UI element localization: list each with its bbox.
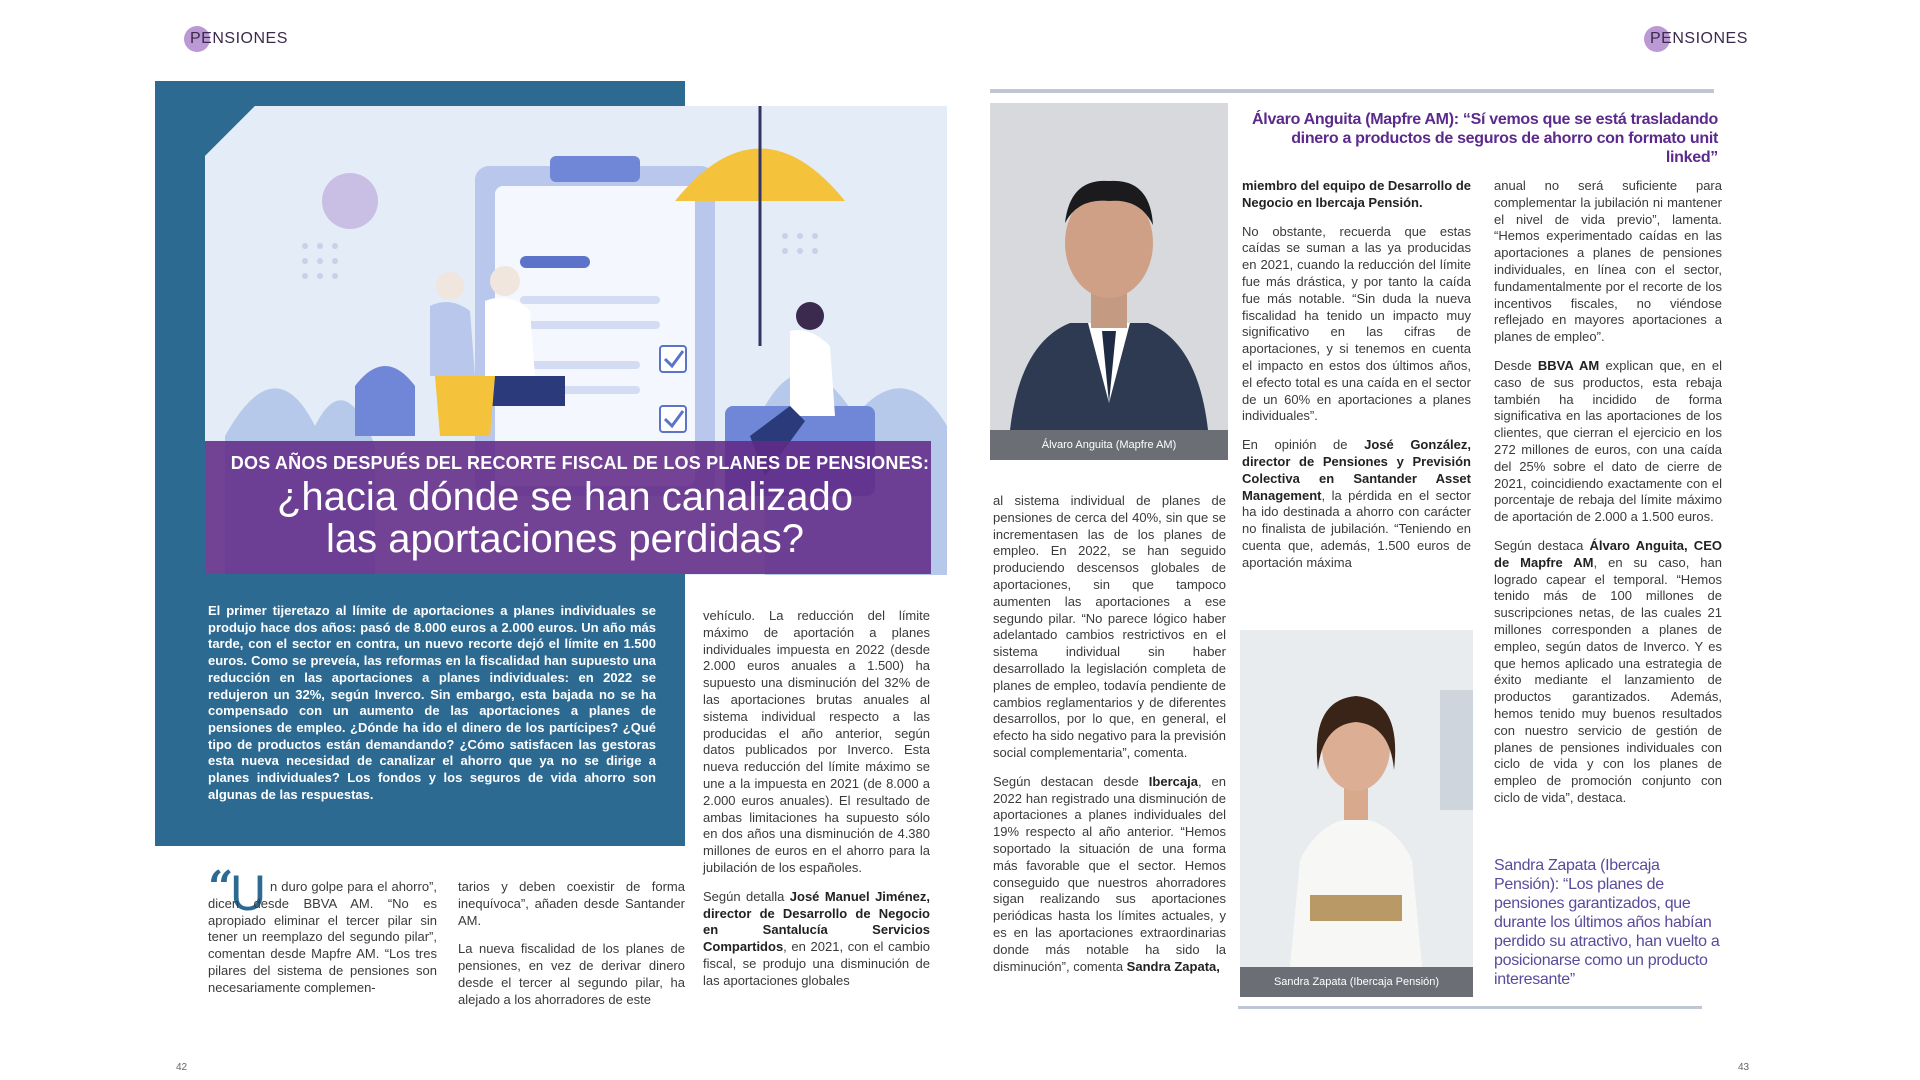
headline-line-2: las aportaciones perdidas? bbox=[325, 517, 805, 561]
column-6-paragraph-1: anual no será suficiente para complementar la jubilación ni mantener el nivel de vida previo”, lamenta. “Hemos experimentado caídas en las aportaciones a planes de pensiones individuales, en línea con el sector, fundamentalmente por el recorte de los incentivos fiscales, no viéndose reflejado en mayores aportaciones a planes de empleo”. bbox=[1494, 178, 1722, 345]
text-run: Según detalla bbox=[703, 888, 790, 904]
headline-line-1: ¿hacia dónde se han canalizado bbox=[277, 475, 853, 519]
text-run: , en su caso, han logrado capear el temporal. “Hemos tenido más de 100 millones de suscripciones netas, de las cuales 21 millones corresponden a planes de empleo, según datos de Inverco. Y es que hemos aplicado una estrategia de éxito mediante el lanzamiento de productos garantizados. Además, hemos tenido muy buenos resultados con nuestro servicio de gestión de planes de pensiones individuales con ciclo de vida y con los planes de empleo de promoción conjunto con ciclo de vida”, destaca. bbox=[1494, 554, 1723, 805]
column-3-paragraph-2 bbox=[703, 889, 930, 990]
text-run: Desde bbox=[1494, 357, 1538, 373]
text-run: En opinión de bbox=[1242, 437, 1365, 453]
photo-caption: Sandra Zapata (Ibercaja Pensión) bbox=[1240, 967, 1473, 997]
column-1 bbox=[208, 879, 437, 1009]
text-run: , en 2021, con el cambio fiscal, se produjo una disminución de las aportaciones globales bbox=[703, 939, 930, 988]
column-3-paragraph-1: vehículo. La reducción del límite máximo de aportación a planes individuales impuesta en 2022 (desde 2.000 euros anuales a 1.500) ha supuesto una disminución del 32% de las aportaciones brutas anuales al sistema individual respecto a las producidas el año anterior, según datos publicados por Inverco. Esta nueva reducción del límite máximo se une a la impuesta en 2021 (de 8.000 a 2.000 euros anuales). El resultado de ambas limitaciones ha supuesto sólo en dos años una disminución de 4.380 millones de euros en el ahorro para la jubilación de los españoles. bbox=[703, 608, 930, 875]
column-2 bbox=[458, 879, 685, 1021]
column-2-paragraph-2: La nueva fiscalidad de los planes de pensiones, en vez de derivar dinero desde el tercer al segundo pilar, ha alejado a los ahorradores de este bbox=[458, 941, 685, 1007]
section-tag-left bbox=[190, 26, 288, 52]
bold-run: José Manuel Jiménez, director de Desarrollo de Negocio en Santalucía Servicios Compartidos bbox=[703, 888, 930, 955]
column-6 bbox=[1494, 178, 1722, 819]
column-4 bbox=[993, 493, 1226, 987]
portrait-art bbox=[990, 103, 1228, 430]
column-6-paragraph-2 bbox=[1494, 358, 1722, 526]
column-4-paragraph-1: al sistema individual de planes de pensiones de cerca del 40%, sin que se incrementasen las de los planes de empleo. En 2022, se han seguido produciendo descensos globales de aportaciones, sin que tampoco aumenten las aportaciones a ese segundo pilar. “No parece lógico haber adelantado cambios restrictivos en el sistema individual sin haber desarrollado la legislación completa de planes de empleo, todavía pendiente de cambios reglamentarios y de diferentes desarrollos, por lo que, en general, el efecto ha sido negativo para la previsión social complementaria”, comenta. bbox=[993, 493, 1226, 760]
pullquote-top: Álvaro Anguita (Mapfre AM): “Sí vemos que se está trasladando dinero a productos de seguros de ahorro con formato unit linked” bbox=[1252, 111, 1718, 166]
column-6-paragraph-3 bbox=[1494, 538, 1722, 807]
column-4-paragraph-2 bbox=[993, 774, 1226, 976]
column-2-paragraph-1: tarios y deben coexistir de forma inequívoca”, añaden desde Santander AM. bbox=[458, 879, 685, 928]
bold-run: Ibercaja bbox=[1148, 773, 1198, 789]
portrait-art bbox=[1240, 630, 1473, 967]
page-number-right: 43 bbox=[1738, 1062, 1750, 1073]
text-run: , en 2022 han registrado una disminución de aportaciones a planes individuales del 19% respecto al año anterior. “Hemos soportado la situación de una forma más favorable que el sector. Hemos conseguido que nuestros ahorradores sigan realizando sus aportaciones periódicas hasta los límites actuales, y es en las aportaciones extraordinarias donde más notable ha sido la disminución”, comenta bbox=[993, 773, 1227, 974]
section-tag-right bbox=[1650, 26, 1748, 52]
bold-run: Sandra Zapata, bbox=[1126, 958, 1220, 974]
drop-cap-quote: “ bbox=[208, 862, 234, 913]
photo-alvaro-anguita bbox=[990, 103, 1228, 460]
column-5-paragraph-3 bbox=[1242, 437, 1471, 571]
text-run: , la pérdida en el sector ha ido destinada a ahorro con carácter no finalista de jubilación. “Teniendo en cuenta que, además, 1.500 euros de aportación máxima bbox=[1242, 487, 1471, 570]
pullquote-side: Sandra Zapata (Ibercaja Pensión): “Los planes de pensiones garantizados, que durante los últimos años habían perdido su atractivo, han vuelto a posicionarse como un producto interesante” bbox=[1494, 857, 1720, 988]
bold-run: Álvaro Anguita, CEO de Mapfre AM bbox=[1494, 537, 1722, 570]
page-number-left: 42 bbox=[176, 1062, 188, 1073]
headline bbox=[215, 476, 915, 560]
section-tag-label: PENSIONES bbox=[190, 30, 288, 47]
section-tag-label: PENSIONES bbox=[1650, 30, 1748, 47]
column-3 bbox=[703, 608, 930, 1002]
top-rule bbox=[990, 89, 1714, 93]
column-5 bbox=[1242, 178, 1471, 584]
headline-kicker: DOS AÑOS DESPUÉS DEL RECORTE FISCAL DE LOS PLANES DE PENSIONES: bbox=[230, 453, 930, 473]
column-1-paragraph: n duro golpe para el ahorro”, dicen desde BBVA AM. “No es apropiado eliminar el tercer pilar sin tener un reemplazo del segundo pilar”, comentan desde Mapfre AM. “Los tres pilares del sistema de pensiones son necesariamente complemen- bbox=[208, 879, 437, 995]
column-5-paragraph-2: No obstante, recuerda que estas caídas se suman a las ya producidas en 2021, cuando la reducción del límite fue más drástica, y por tanto la caída fue más notable. “Sin duda la nueva fiscalidad ha tenido un impacto muy significativo en las cifras de aportaciones, y si tenemos en cuenta el impacto en estos dos últimos años, el efecto total es una caída en el sector de un 60% en aportaciones a planes individuales”. bbox=[1242, 223, 1471, 424]
drop-cap-letter: U bbox=[230, 865, 267, 921]
column-5-paragraph-1 bbox=[1242, 178, 1471, 212]
photo-caption: Álvaro Anguita (Mapfre AM) bbox=[990, 430, 1228, 460]
bold-run: BBVA AM bbox=[1537, 357, 1600, 373]
bottom-rule bbox=[1238, 1006, 1702, 1009]
text-run: Según destacan desde bbox=[993, 773, 1149, 789]
text-run: explican que, en el caso de sus productos, esta rebaja también ha incidido de forma significativa en las aportaciones de los clientes, que cierran el ejercicio en los 272 millones de euros, con una caída del 25% sobre el dato de cierre de 2021, coincidiendo exactamente con el porcentaje de rebaja del límite máximo de aportación de 2.000 a 1.500 euros. bbox=[1494, 357, 1722, 525]
text-run: Según destaca bbox=[1494, 537, 1590, 553]
photo-sandra-zapata bbox=[1240, 630, 1473, 997]
bold-run: miembro del equipo de Desarrollo de Negocio en Ibercaja Pensión. bbox=[1242, 178, 1471, 210]
lead-paragraph: El primer tijeretazo al límite de aportaciones a planes individuales se produjo hace dos años: pasó de 8.000 euros a 2.000 euros. Un año más tarde, con el sector en contra, un nuevo recorte dejó el límite en 1.500 euros. Como se preveía, las reformas en la fiscalidad han supuesto una reducción en las aportaciones a planes individuales: en 2022 se redujeron un 32%, según Inverco. Sin embargo, esta bajada no se ha compensado con un aumento de las aportaciones a planes de pensiones de empleo. ¿Dónde ha ido el dinero de los partícipes? ¿Qué tipo de productos están demandando? ¿Cómo satisfacen las gestoras esta nueva necesidad de canalizar el ahorro que ya no se dirige a planes individuales? Los fondos y los seguros de vida ahorro son algunas de las respuestas. bbox=[208, 603, 656, 802]
bold-run: José González, director de Pensiones y Previsión Colectiva en Santander Asset Management bbox=[1242, 437, 1472, 503]
